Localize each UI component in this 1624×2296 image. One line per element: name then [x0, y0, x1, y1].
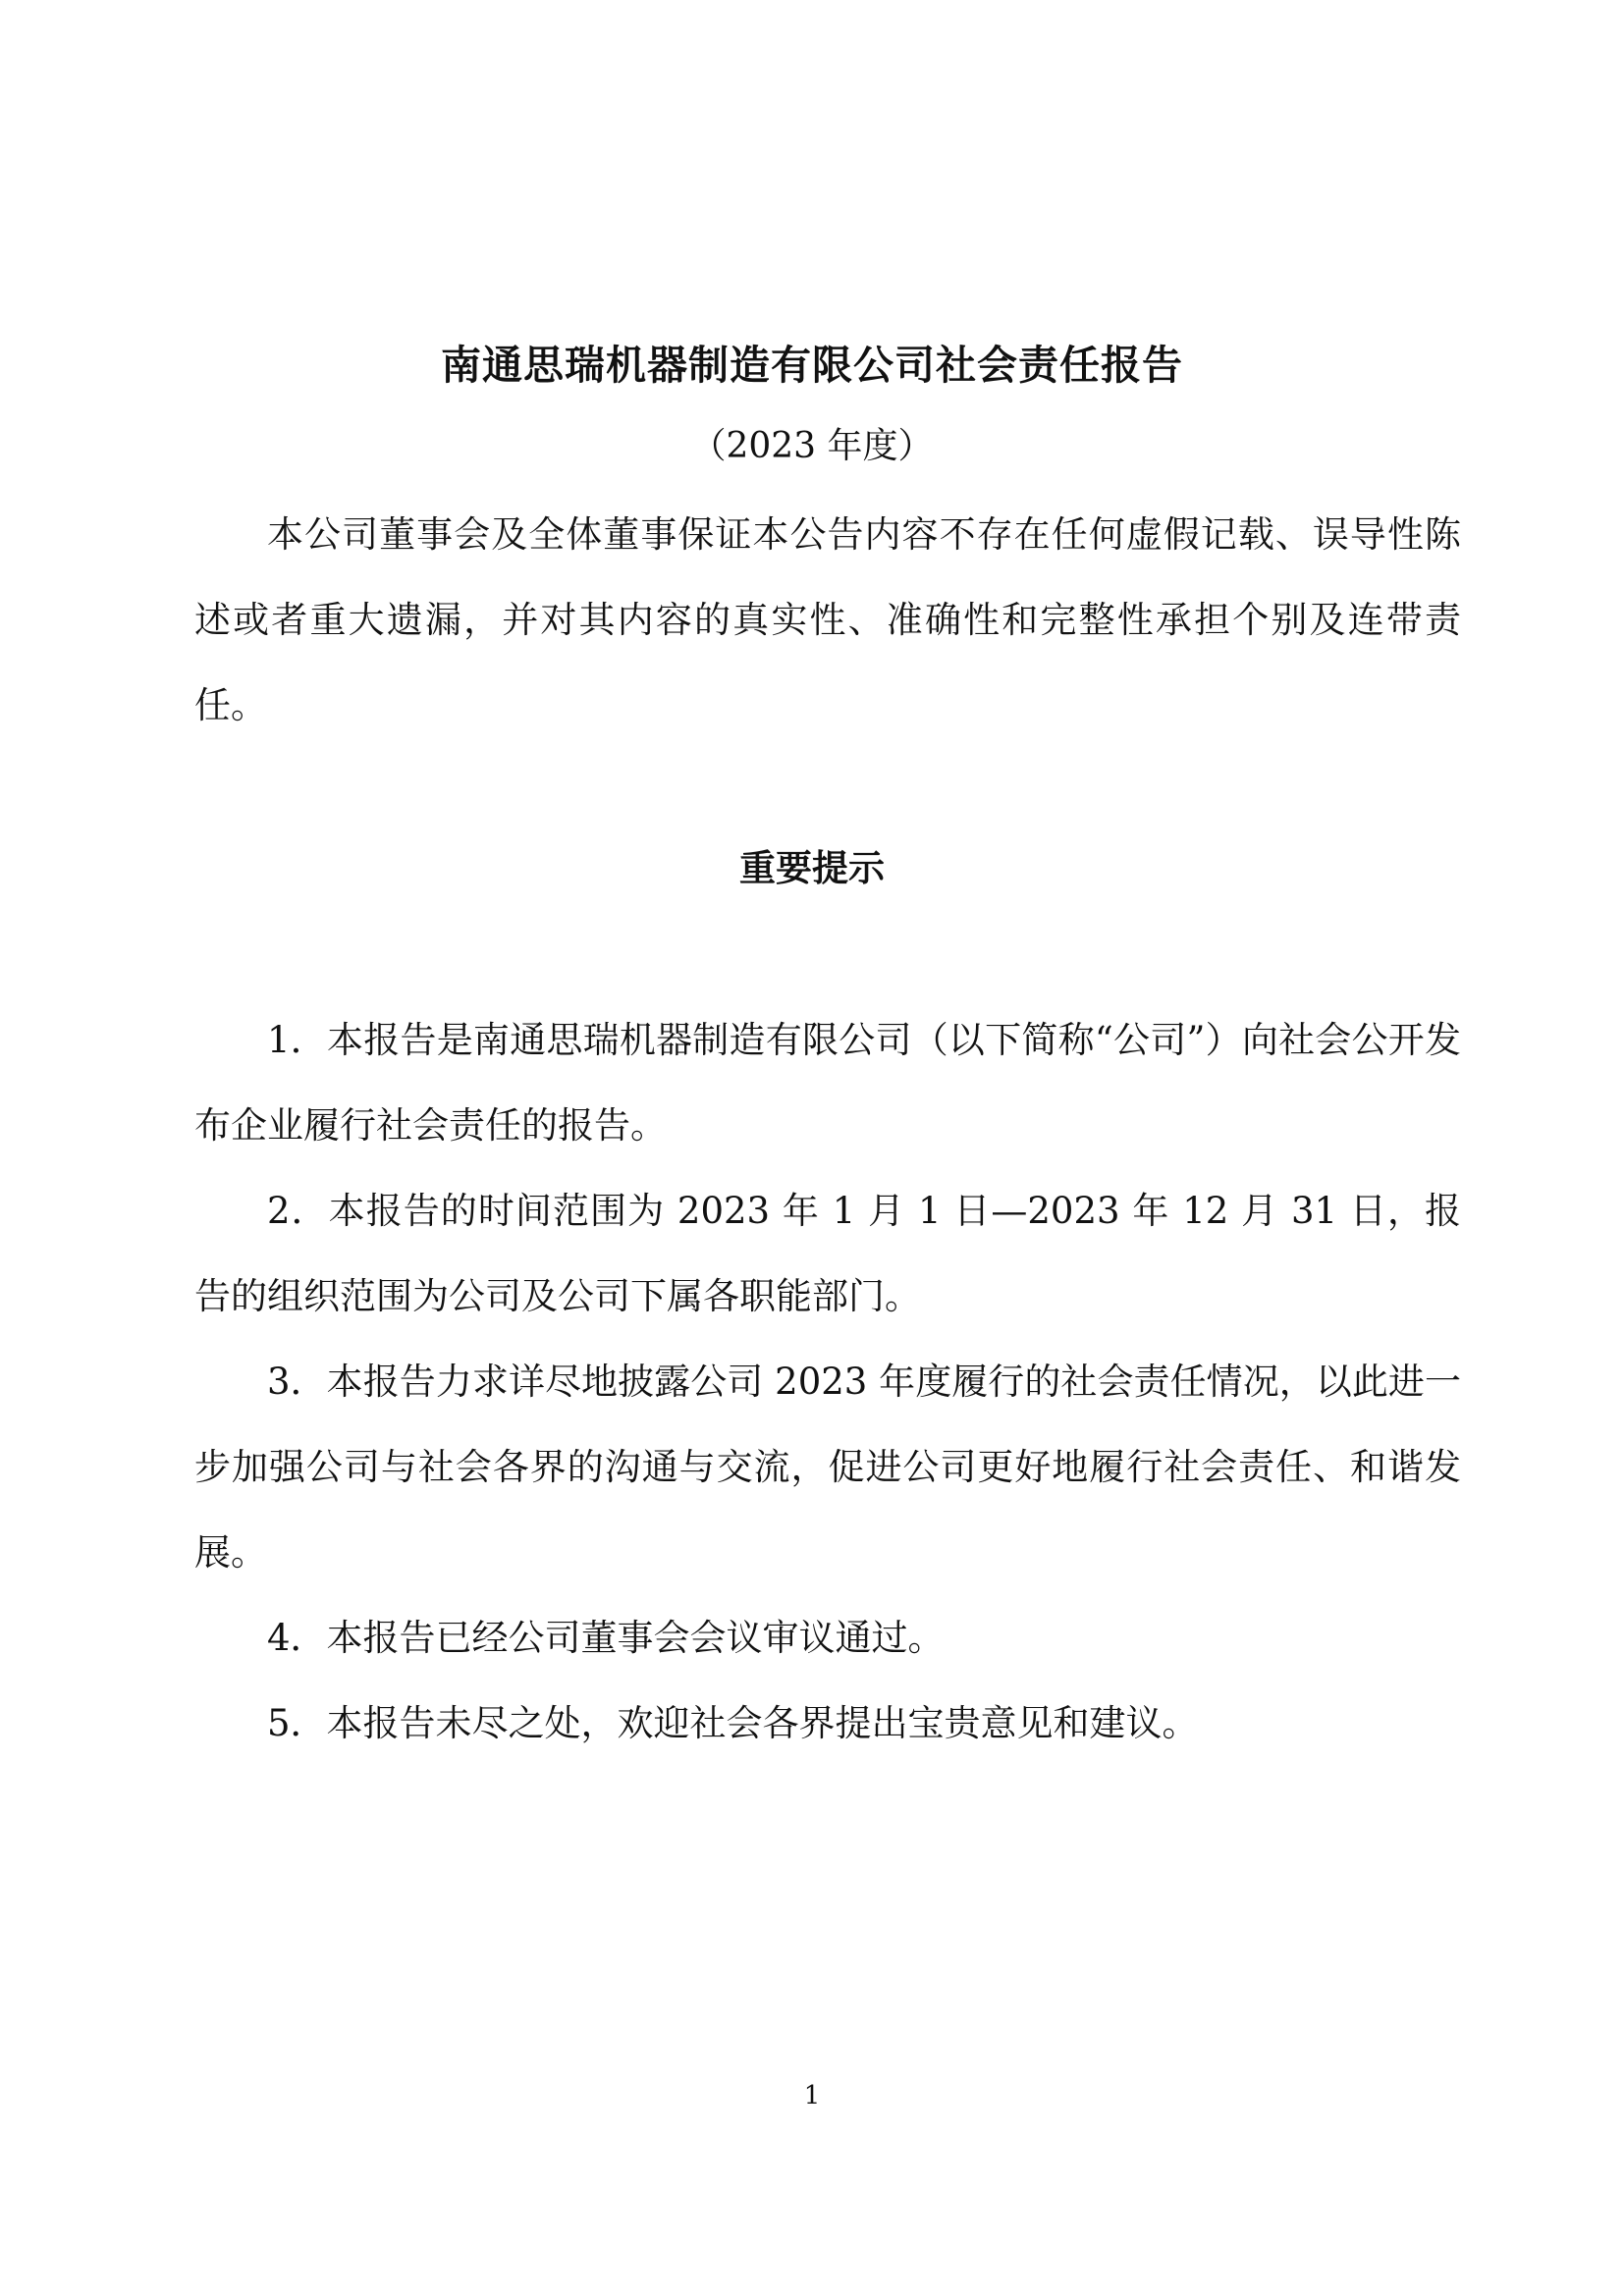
report-year: （2023 年度）	[690, 426, 934, 466]
list-item: 2．本报告的时间范围为 2023 年 1 月 1 日—2023 年 12 月 31 日，报告的组织范围为公司及公司下属各职能部门。	[194, 1190, 1461, 1317]
report-title: 南通思瑞机器制造有限公司社会责任报告	[441, 342, 1183, 389]
list-item: 4．本报告已经公司董事会会议审议通过。	[267, 1617, 945, 1659]
important-notes-list	[194, 997, 1461, 1766]
list-item: 5．本报告未尽之处，欢迎社会各界提出宝贵意见和建议。	[267, 1702, 1199, 1744]
section-heading-important-notes: 重要提示	[739, 847, 885, 889]
list-item: 3．本报告力求详尽地披露公司 2023 年度履行的社会责任情况，以此进一步加强公司与社会各界的沟通与交流，促进公司更好地履行社会责任、和谐发展。	[194, 1361, 1461, 1574]
list-item: 1．本报告是南通思瑞机器制造有限公司（以下简称“公司”）向社会公开发布企业履行社会责任的报告。	[194, 1019, 1461, 1147]
board-disclaimer: 本公司董事会及全体董事保证本公告内容不存在任何虚假记载、误导性陈述或者重大遗漏，并对其内容的真实性、准确性和完整性承担个别及连带责任。	[194, 513, 1461, 726]
page-number: 1	[803, 2081, 821, 2110]
